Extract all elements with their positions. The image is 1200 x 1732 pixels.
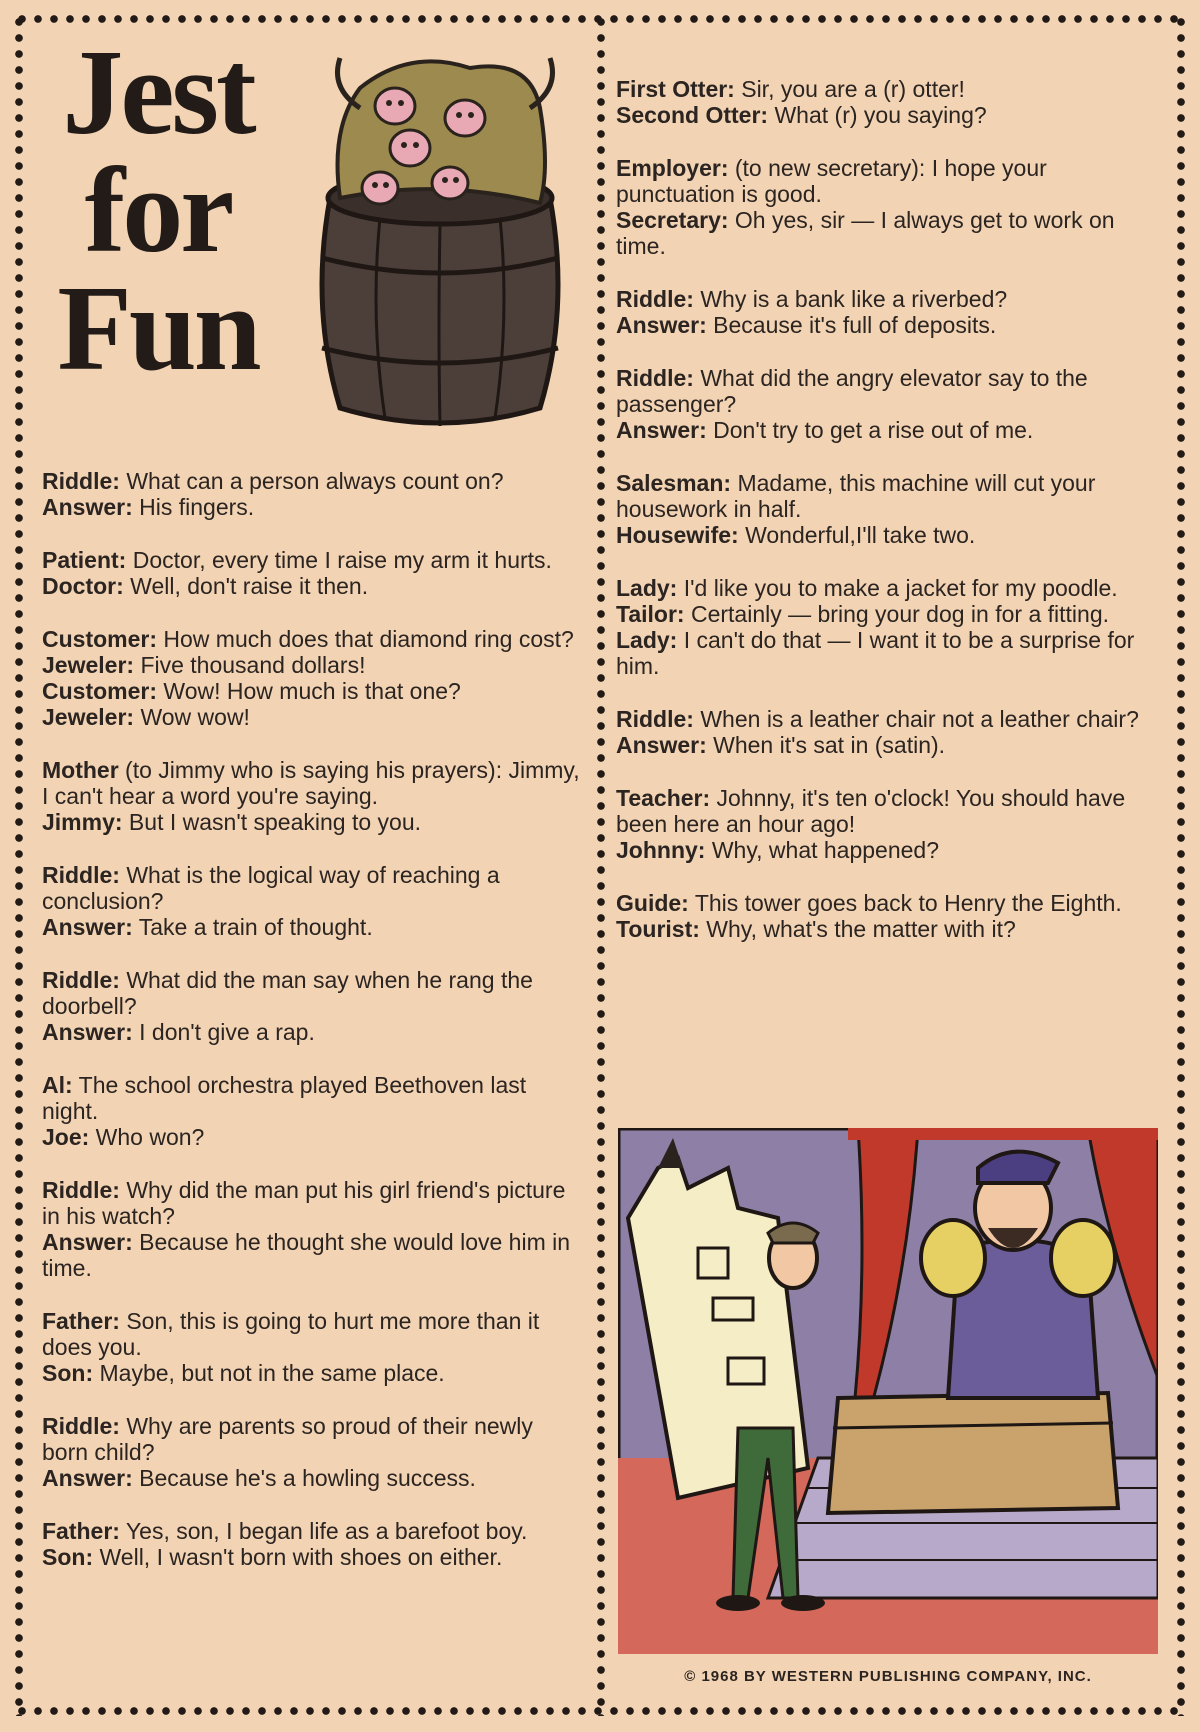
speaker-label: Salesman:: [616, 470, 732, 496]
joke-block: [42, 1308, 582, 1386]
line-text: (to new secretary): I hope your punctuation is good.: [616, 155, 1047, 207]
joke-block: [616, 365, 1156, 443]
line-text: Well, I wasn't born with shoes on either.: [93, 1544, 503, 1570]
speaker-label: Father:: [42, 1518, 120, 1544]
line-text: Why are parents so proud of their newly born child?: [42, 1413, 533, 1465]
line-text: Why did the man put his girl friend's picture in his watch?: [42, 1177, 566, 1229]
joke-block: [42, 468, 582, 520]
line-text: Why is a bank like a riverbed?: [693, 286, 1008, 312]
speaker-label: Second Otter:: [616, 102, 769, 128]
joke-line: [616, 365, 1156, 417]
line-text: Wow! How much is that one?: [157, 678, 461, 704]
speaker-label: Son:: [42, 1360, 94, 1386]
speaker-label: Customer:: [42, 626, 158, 652]
joke-line: [42, 494, 582, 520]
joke-block: [42, 862, 582, 940]
joke-block: [42, 757, 582, 835]
line-text: Certainly — bring your dog in for a fitting.: [684, 601, 1109, 627]
speaker-label: Son:: [42, 1544, 94, 1570]
border-right: [1176, 14, 1186, 1716]
speaker-label: Secretary:: [616, 207, 729, 233]
line-text: Madame, this machine will cut your housework in half.: [616, 470, 1096, 522]
column-divider: [596, 14, 606, 1716]
line-text: Well, don't raise it then.: [123, 573, 369, 599]
line-text: Son, this is going to hurt me more than it does you.: [42, 1308, 540, 1360]
line-text: This tower goes back to Henry the Eighth.: [688, 890, 1122, 916]
tower-comic-illustration: [618, 1128, 1158, 1654]
joke-line: [42, 862, 582, 914]
speaker-label: Riddle:: [616, 706, 694, 732]
joke-block: [42, 1072, 582, 1150]
joke-line: [42, 468, 582, 494]
speaker-label: Lady:: [616, 627, 678, 653]
joke-line: [42, 678, 582, 704]
line-text: Johnny, it's ten o'clock! You should have been here an hour ago!: [616, 785, 1126, 837]
speaker-label: Jimmy:: [42, 809, 123, 835]
speaker-label: Johnny:: [616, 837, 706, 863]
joke-line: [616, 601, 1156, 627]
line-text: How much does that diamond ring cost?: [157, 626, 574, 652]
speaker-label: Jeweler:: [42, 652, 135, 678]
speaker-label: Jeweler:: [42, 704, 135, 730]
joke-block: [616, 785, 1156, 863]
joke-block: [42, 967, 582, 1045]
line-text: Why, what happened?: [705, 837, 940, 863]
joke-line: [42, 1544, 582, 1570]
title-line-2: for: [84, 143, 232, 278]
joke-block: [42, 1413, 582, 1491]
joke-line: [42, 626, 582, 652]
line-text: (to Jimmy who is saying his prayers): Jimmy, I can't hear a word you're saying.: [42, 757, 580, 809]
joke-line: [42, 757, 582, 809]
joke-block: [616, 76, 1156, 128]
joke-line: [616, 706, 1156, 732]
speaker-label: Joe:: [42, 1124, 90, 1150]
joke-line: [616, 102, 1156, 128]
speaker-label: Answer:: [42, 1229, 133, 1255]
joke-block: [616, 706, 1156, 758]
line-text: Because it's full of deposits.: [706, 312, 997, 338]
joke-line: [616, 575, 1156, 601]
line-text: Because he's a howling success.: [132, 1465, 476, 1491]
joke-line: [42, 1518, 582, 1544]
speaker-label: Riddle:: [42, 1413, 120, 1439]
speaker-label: Customer:: [42, 678, 158, 704]
speaker-label: Tailor:: [616, 601, 685, 627]
line-text: Oh yes, sir — I always get to work on time.: [616, 207, 1115, 259]
joke-line: [42, 1308, 582, 1360]
speaker-label: Answer:: [42, 1019, 133, 1045]
speaker-label: Housewife:: [616, 522, 739, 548]
joke-block: [616, 575, 1156, 679]
joke-block: [616, 890, 1156, 942]
line-text: Doctor, every time I raise my arm it hurts.: [126, 547, 552, 573]
speaker-label: Riddle:: [616, 365, 694, 391]
speaker-label: Teacher:: [616, 785, 711, 811]
joke-block: [42, 1518, 582, 1570]
line-text: I'd like you to make a jacket for my poodle.: [677, 575, 1118, 601]
line-text: The school orchestra played Beethoven last night.: [42, 1072, 527, 1124]
joke-line: [616, 732, 1156, 758]
speaker-label: Answer:: [42, 1465, 133, 1491]
line-text: I don't give a rap.: [132, 1019, 315, 1045]
speaker-label: Al:: [42, 1072, 73, 1098]
joke-line: [42, 1465, 582, 1491]
joke-line: [616, 207, 1156, 259]
line-text: Wonderful,I'll take two.: [738, 522, 976, 548]
joke-line: [616, 286, 1156, 312]
joke-block: [42, 1177, 582, 1281]
joke-line: [616, 417, 1156, 443]
line-text: What can a person always count on?: [119, 468, 504, 494]
title-line-3: Fun: [57, 261, 259, 396]
joke-block: [42, 626, 582, 730]
speaker-label: First Otter:: [616, 76, 735, 102]
title-line-1: Jest: [62, 25, 254, 160]
joke-line: [616, 155, 1156, 207]
left-column: [42, 468, 582, 1597]
speaker-label: Tourist:: [616, 916, 700, 942]
copyright-notice: © 1968 BY WESTERN PUBLISHING COMPANY, INC.: [684, 1668, 1092, 1685]
speaker-label: Answer:: [42, 494, 133, 520]
line-text: When it's sat in (satin).: [706, 732, 946, 758]
line-text: Because he thought she would love him in time.: [42, 1229, 571, 1281]
speaker-label: Riddle:: [42, 862, 120, 888]
joke-line: [616, 312, 1156, 338]
monkeys-barrel-illustration: [300, 48, 580, 428]
joke-line: [616, 837, 1156, 863]
joke-line: [42, 914, 582, 940]
joke-line: [42, 1229, 582, 1281]
speaker-label: Guide:: [616, 890, 689, 916]
joke-line: [42, 1072, 582, 1124]
speaker-label: Riddle:: [42, 967, 120, 993]
line-text: What did the man say when he rang the doorbell?: [42, 967, 533, 1019]
speaker-label: Lady:: [616, 575, 678, 601]
speaker-label: Mother: [42, 757, 119, 783]
right-column: [616, 76, 1156, 969]
speaker-label: Father:: [42, 1308, 120, 1334]
joke-line: [42, 809, 582, 835]
joke-line: [616, 627, 1156, 679]
joke-line: [42, 1019, 582, 1045]
joke-line: [42, 1360, 582, 1386]
speaker-label: Answer:: [616, 312, 707, 338]
joke-line: [616, 470, 1156, 522]
line-text: Maybe, but not in the same place.: [93, 1360, 445, 1386]
joke-line: [42, 573, 582, 599]
joke-line: [42, 967, 582, 1019]
speaker-label: Riddle:: [42, 468, 120, 494]
line-text: I can't do that — I want it to be a surprise for him.: [616, 627, 1135, 679]
line-text: When is a leather chair not a leather chair?: [693, 706, 1139, 732]
border-left: [14, 14, 24, 1716]
joke-block: [42, 547, 582, 599]
line-text: Don't try to get a rise out of me.: [706, 417, 1034, 443]
joke-line: [42, 652, 582, 678]
speaker-label: Answer:: [616, 417, 707, 443]
line-text: Take a train of thought.: [132, 914, 373, 940]
monkeys: [338, 58, 553, 204]
speaker-label: Answer:: [616, 732, 707, 758]
joke-line: [616, 522, 1156, 548]
joke-line: [616, 76, 1156, 102]
line-text: His fingers.: [132, 494, 255, 520]
speaker-label: Riddle:: [616, 286, 694, 312]
line-text: Who won?: [89, 1124, 205, 1150]
speaker-label: Doctor:: [42, 573, 124, 599]
joke-line: [42, 547, 582, 573]
line-text: What is the logical way of reaching a conclusion?: [42, 862, 500, 914]
speaker-label: Answer:: [42, 914, 133, 940]
barrel: [322, 172, 558, 426]
joke-line: [42, 1413, 582, 1465]
joke-block: [616, 470, 1156, 548]
joke-block: [616, 155, 1156, 259]
page-title: [38, 25, 278, 396]
joke-line: [42, 704, 582, 730]
chest: [828, 1393, 1118, 1513]
joke-line: [616, 890, 1156, 916]
line-text: Five thousand dollars!: [134, 652, 366, 678]
line-text: Why, what's the matter with it?: [699, 916, 1016, 942]
line-text: Yes, son, I began life as a barefoot boy.: [119, 1518, 528, 1544]
speaker-label: Riddle:: [42, 1177, 120, 1203]
line-text: What did the angry elevator say to the passenger?: [616, 365, 1088, 417]
line-text: But I wasn't speaking to you.: [122, 809, 421, 835]
joke-line: [616, 916, 1156, 942]
line-text: Wow wow!: [134, 704, 250, 730]
line-text: Sir, you are a (r) otter!: [734, 76, 965, 102]
joke-line: [42, 1177, 582, 1229]
joke-line: [616, 785, 1156, 837]
speaker-label: Patient:: [42, 547, 127, 573]
joke-line: [42, 1124, 582, 1150]
joke-block: [616, 286, 1156, 338]
line-text: What (r) you saying?: [768, 102, 987, 128]
speaker-label: Employer:: [616, 155, 729, 181]
